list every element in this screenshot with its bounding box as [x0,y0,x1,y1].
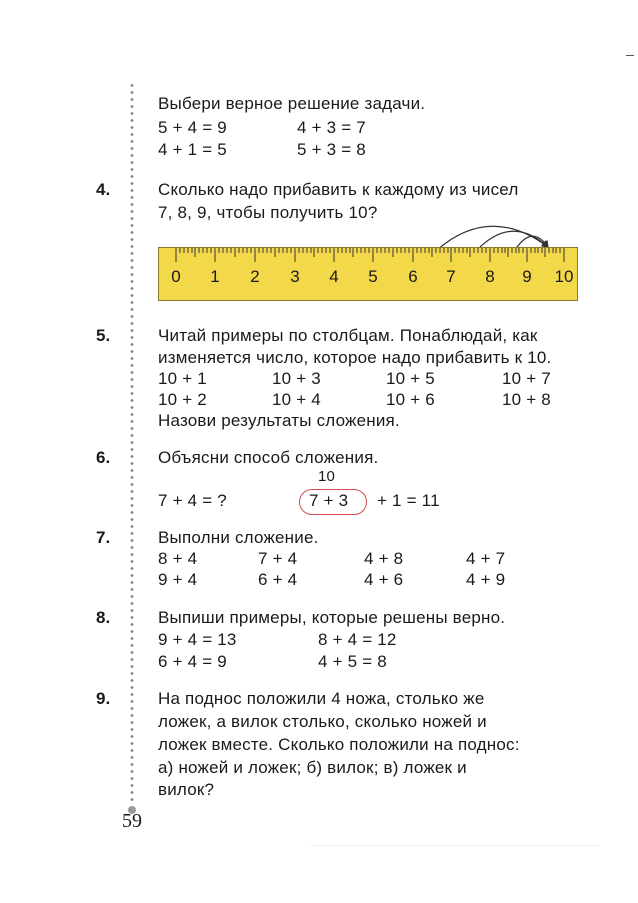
task-7-example: 4 + 9 [466,570,506,589]
task-9-line: а) ножей и ложек; б) вилок; в) ложек и [158,758,467,777]
ruler-label: 3 [290,267,300,286]
ruler-label: 4 [329,267,339,286]
ruler-label: 8 [485,267,495,286]
task-5-example: 10 + 2 [158,390,207,409]
task-6-rest: + 1 = 11 [377,491,440,510]
task-6-group: 7 + 3 [309,491,349,510]
task-4-number: 4. [96,180,111,199]
task-5-example: 10 + 7 [502,369,551,388]
task-7-number: 7. [96,528,111,547]
task-7-example: 4 + 7 [466,549,506,568]
task-8-line: Выпиши примеры, которые решены верно. [158,608,506,627]
intro-option: 5 + 3 = 8 [297,140,366,159]
ruler-label: 9 [522,267,532,286]
task-5-line: Назови результаты сложения. [158,411,400,430]
intro-option: 4 + 3 = 7 [297,118,366,137]
task-6-line: Объясни способ сложения. [158,448,379,467]
ruler-label: 10 [554,267,574,286]
task-7-line: Выполни сложение. [158,528,319,547]
task-5-line: изменяется число, которое надо прибавить к 10. [158,348,552,367]
task-4-line: Сколько надо прибавить к каждому из чисел [158,180,519,199]
task-7-example: 4 + 6 [364,570,404,589]
task-5-example: 10 + 1 [158,369,207,388]
page-number: 59 [122,810,142,832]
task-4-line: 7, 8, 9, чтобы получить 10? [158,203,378,222]
ruler-label: 7 [446,267,456,286]
task-8-example: 4 + 5 = 8 [318,652,387,671]
task-5-example: 10 + 4 [272,390,321,409]
task-5-example: 10 + 5 [386,369,435,388]
task-8-number: 8. [96,608,111,627]
task-6-ten: 10 [318,468,336,485]
task-7-example: 4 + 8 [364,549,404,568]
task-7-example: 8 + 4 [158,549,198,568]
task-9-line: ложек, а вилок столько, сколько ножей и [158,712,487,731]
task-7-example: 9 + 4 [158,570,198,589]
edge-mark [626,55,634,56]
ruler-ticks [159,248,577,268]
ruler-label: 5 [368,267,378,286]
ruler-label: 2 [250,267,260,286]
intro-option: 5 + 4 = 9 [158,118,227,137]
margin-dots [130,82,134,804]
task-9-line: ложек вместе. Сколько положили на поднос: [158,735,520,754]
task-5-line: Читай примеры по столбцам. Понаблюдай, как [158,326,538,345]
task-8-example: 8 + 4 = 12 [318,630,397,649]
intro-option: 4 + 1 = 5 [158,140,227,159]
ruler-label: 1 [210,267,220,286]
ruler [158,247,578,301]
task-7-example: 7 + 4 [258,549,298,568]
task-5-example: 10 + 8 [502,390,551,409]
task-8-example: 6 + 4 = 9 [158,652,227,671]
task-9-line: вилок? [158,780,215,799]
task-6-expression: 7 + 4 = ? [158,491,227,510]
task-5-example: 10 + 6 [386,390,435,409]
task-5-example: 10 + 3 [272,369,321,388]
task-6-number: 6. [96,448,111,467]
task-7-example: 6 + 4 [258,570,298,589]
task-8-example: 9 + 4 = 13 [158,630,237,649]
intro-title: Выбери верное решение задачи. [158,94,426,113]
ruler-label: 0 [171,267,181,286]
task-5-number: 5. [96,326,111,345]
task-9-number: 9. [96,689,111,708]
bottom-rule [310,845,600,846]
ruler-label: 6 [408,267,418,286]
task-9-line: На поднос положили 4 ножа, столько же [158,689,485,708]
